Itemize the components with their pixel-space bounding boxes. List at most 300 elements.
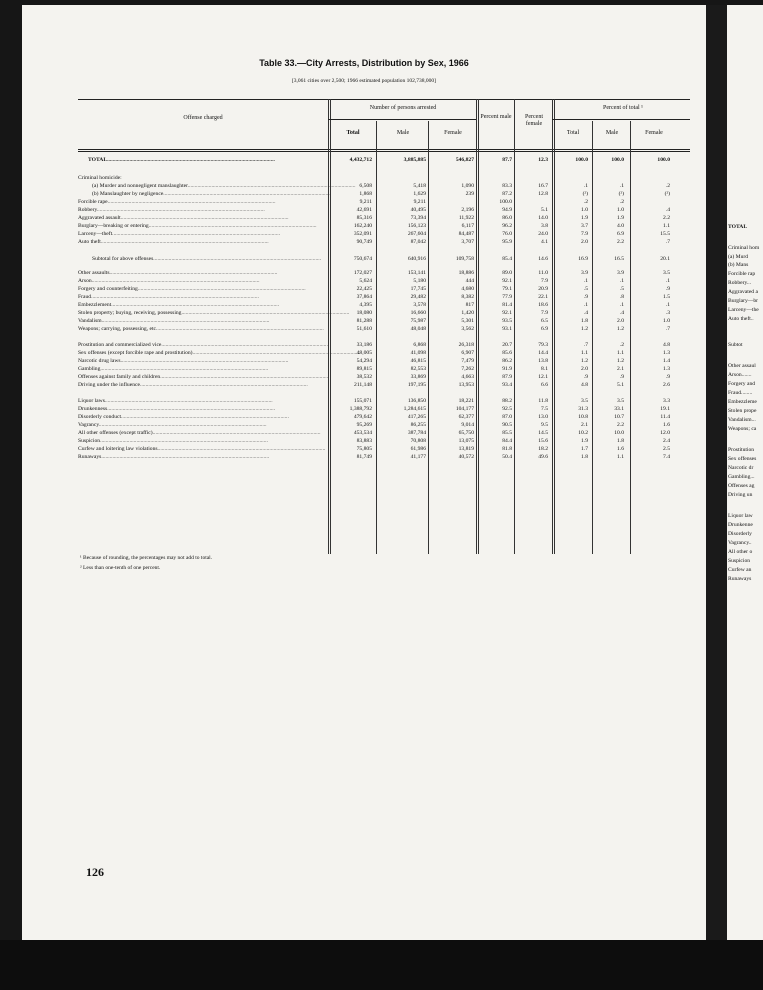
table-cell: 9,014 [461,422,474,428]
table-cell: 48,005 [356,350,372,356]
table-cell: 84,487 [458,231,474,237]
table-cell: .1 [583,183,588,189]
table-cell: 62,377 [458,414,474,420]
table-row [78,190,690,198]
leader-dots: ........................................................................................................................ [137,286,306,292]
row-label [78,222,330,230]
table-cell: 7.9 [541,310,548,316]
table-cell: 86.2 [502,358,512,364]
table-cell: 8.1 [541,366,548,372]
next-page-fragment: All other o [728,549,753,555]
table-cell: 89,815 [356,366,372,372]
row-label [78,255,344,263]
table-cell: 5,180 [413,278,426,284]
table-cell: 14.0 [538,215,548,221]
table-cell: 1,629 [413,191,426,197]
row-label-text: Sex offenses (except forcible rape and prostitution) [78,350,193,356]
table-cell: 1.8 [581,454,588,460]
header-percent-of-total: Percent of total ¹ [603,105,643,111]
table-cell: 3.7 [581,223,588,229]
table-cell: 1,868 [359,191,372,197]
leader-dots: ........................................................................................................................ [148,223,317,229]
table-cell: 81,749 [356,454,372,460]
table-cell: 73,394 [410,215,426,221]
header-percent-male: Percent male [480,114,512,120]
leader-dots: ........................................................................................................................ [163,191,332,197]
row-label-text: Prostitution and commercialized vice [78,342,162,348]
table-cell: 17,745 [410,286,426,292]
table-cell: 75,805 [356,446,372,452]
table-cell: 90,749 [356,239,372,245]
table-cell: 46,815 [410,358,426,364]
row-label [78,230,330,238]
leader-dots: ........................................................................................................................ [100,366,269,372]
table-cell: .2 [665,183,670,189]
table-cell: 2.2 [663,215,670,221]
next-page-fragment: Criminal hom [728,245,760,251]
table-cell: 10.2 [578,430,588,436]
table-cell: .4 [583,310,588,316]
table-row [78,293,690,301]
scan-border [0,940,763,990]
leader-dots: ........................................................................................................................ [91,278,260,284]
table-cell: 41,098 [410,350,426,356]
table-cell: 12.1 [538,374,548,380]
table-row [78,230,690,238]
next-page-fragment: Gambling... [728,474,755,480]
next-page-fragment: Aggravated a [728,289,758,295]
table-subtitle: [3,061 cities over 2,500; 1966 estimated population 102,738,000] [291,78,437,84]
row-label [78,421,330,429]
table-cell: 1,420 [461,310,474,316]
table-cell: .1 [619,183,624,189]
table-cell: 387,784 [407,430,426,436]
table-cell: 3.9 [581,270,588,276]
row-label [78,190,344,198]
table-cell: 31.3 [578,406,588,412]
table-cell: 172,027 [353,270,372,276]
table-cell: 76.0 [502,231,512,237]
table-row [78,285,690,293]
table-cell: .3 [665,310,670,316]
table-cell: 90.5 [502,422,512,428]
table-cell: 33,869 [410,374,426,380]
table-cell: 11.0 [538,270,548,276]
table-cell: 38,532 [356,374,372,380]
next-page-fragment: Robbery... [728,280,752,286]
table-cell: 7.5 [541,406,548,412]
table-cell: 9,211 [413,199,426,205]
table-cell: 18.2 [538,446,548,452]
table-cell: .5 [619,286,624,292]
row-label [78,269,330,277]
table-cell: 84.4 [502,438,512,444]
table-cell: 417,265 [407,414,426,420]
table-cell: 2.0 [581,366,588,372]
table-cell: .4 [619,310,624,316]
table-cell: 817 [465,302,474,308]
leader-dots: ........................................................................................................................ [152,430,321,436]
table-row [78,277,690,285]
table-cell: 10.7 [614,414,624,420]
row-label [78,277,330,285]
table-cell: 41,177 [410,454,426,460]
table-cell: 453,534 [353,430,372,436]
table-cell: 1.0 [663,318,670,324]
table-cell: 162,240 [353,223,372,229]
next-page-fragment: Drunkenne [728,522,753,528]
table-cell: 1.9 [581,215,588,221]
table-cell: 40,495 [410,207,426,213]
row-label-text: Robbery [78,207,97,213]
row-label-text: Larceny—theft [78,231,113,237]
table-cell: 1.1 [617,350,624,356]
table-cell: 100.0 [611,157,624,163]
table-cell: 153,141 [407,270,426,276]
next-page-fragment: Forcible rap [728,271,756,277]
table-row [78,453,690,461]
table-cell: 16,660 [410,310,426,316]
table-cell: 3.5 [663,270,670,276]
row-label-text: TOTAL [88,157,108,163]
table-cell: 15.6 [538,438,548,444]
row-label-text: Drunkenness [78,406,108,412]
table-cell: 93.4 [502,382,512,388]
table-cell: 2.2 [617,422,624,428]
table-cell: 1.2 [581,326,588,332]
table-cell: .2 [583,199,588,205]
table-cell: 352,091 [353,231,372,237]
table-cell: 155,071 [353,398,372,404]
table-cell: 18,886 [458,270,474,276]
table-cell: 1.3 [663,366,670,372]
table-cell: 4,395 [359,302,372,308]
table-cell: 16.5 [614,256,624,262]
table-cell: 4.8 [663,342,670,348]
table-cell: .1 [619,278,624,284]
table-cell: 93.1 [502,326,512,332]
leader-dots: ........................................................................................................................ [101,454,270,460]
table-cell: (²) [618,191,624,197]
table-cell: .9 [665,374,670,380]
table-cell: 1.9 [581,438,588,444]
row-label-text: Curfew and loitering law violations [78,446,158,452]
leader-dots: ........................................................................................................................ [91,294,259,300]
table-cell: 156,123 [407,223,426,229]
table-cell: 5.1 [541,207,548,213]
header-pct-total: Total [566,130,580,136]
table-cell: 7,262 [461,366,474,372]
header-pct-male: Male [605,130,619,136]
table-cell: 10.0 [614,430,624,436]
row-label-text: Driving under the influence [78,382,140,388]
header-pct-female: Female [645,130,663,136]
table-row [78,413,690,421]
next-page-fragment: Weapons; ca [728,426,757,432]
table-row [78,317,690,325]
next-page-fragment: Subtot [728,342,743,348]
table-cell: 1.9 [617,215,624,221]
table-cell: 81.4 [502,302,512,308]
next-page-fragment: Prostitution [728,447,755,453]
table-cell: .9 [665,286,670,292]
table-cell: 4,432,712 [349,157,372,163]
table-cell: 2.5 [663,446,670,452]
table-cell: 5,624 [359,278,372,284]
table-cell: 51,610 [356,326,372,332]
header-percent-female: Percent female [525,114,543,127]
row-label-text: Aggravated assault [78,215,121,221]
next-page-fragment: Embezzleme [728,399,757,405]
table-cell: 1.6 [617,446,624,452]
row-label [78,373,330,381]
table-cell: .7 [583,342,588,348]
table-cell: 12.8 [538,191,548,197]
row-label-text: Weapons; carrying, possessing, etc [78,326,156,332]
table-cell: 13.0 [538,414,548,420]
next-page-fragment: Offenses ag [728,483,755,489]
table-cell: 40,572 [458,454,474,460]
row-label-text: Gambling [78,366,101,372]
table-cell: 12.3 [538,157,548,163]
table-cell: 4,680 [461,286,474,292]
table-cell: 2.0 [617,318,624,324]
table-cell: 479,642 [353,414,372,420]
table-cell: 16.7 [538,183,548,189]
row-label [78,413,330,421]
next-page-fragment: TOTAL [728,224,748,230]
leader-dots: ........................................................................................................................ [101,318,270,324]
table-cell: 10.8 [578,414,588,420]
table-cell: 100.0 [657,157,670,163]
table-cell: 92.5 [502,406,512,412]
row-label [78,182,356,190]
table-cell: 7,479 [461,358,474,364]
row-label [78,198,330,206]
table-row [78,255,690,263]
table-cell: 2.0 [581,239,588,245]
row-label-text: Auto theft [78,239,101,245]
table-cell: 6,868 [413,342,426,348]
table-cell: 197,195 [407,382,426,388]
table-cell: 86.0 [502,215,512,221]
row-label-text: Vandalism [78,318,102,324]
leader-dots: ........................................................................................................................ [192,350,361,356]
table-cell: 7.9 [541,278,548,284]
table-cell: 81.8 [502,446,512,452]
table-cell: 93.5 [502,318,512,324]
row-label [78,445,330,453]
table-cell: 37,864 [356,294,372,300]
table-cell: .2 [619,199,624,205]
row-label-text: Arson [78,278,92,284]
leader-dots: ........................................................................................................................ [153,256,322,262]
table-row [78,156,690,164]
table-cell: 14.6 [538,256,548,262]
table-cell: 85.6 [502,350,512,356]
table-cell: 26,318 [458,342,474,348]
header-offense: Offense charged [183,115,223,121]
table-cell: .1 [583,278,588,284]
table-cell: 640,916 [407,256,426,262]
table-cell: 2.6 [663,382,670,388]
table-cell: 6.5 [541,318,548,324]
table-cell: 85.5 [502,430,512,436]
table-cell: 19.1 [660,406,670,412]
next-page-fragment: Arson....... [728,372,752,378]
table-cell: 87,042 [410,239,426,245]
next-page-fragment: Fraud........ [728,390,753,396]
row-label-text: Suspicion [78,438,101,444]
row-label-text: Runaways [78,454,102,460]
row-label-text: Disorderly conduct [78,414,122,420]
table-cell: 1.2 [581,358,588,364]
leader-dots: ........................................................................................................................ [156,326,324,332]
table-row [78,397,690,405]
header-number-arrested: Number of persons arrested [369,105,437,111]
table-cell: 1.8 [581,318,588,324]
row-label-text: (b) Manslaughter by negligence [92,191,164,197]
row-label-text: Liquor laws [78,398,105,404]
table-cell: 3,707 [461,239,474,245]
row-label [78,238,330,246]
table-row [78,301,690,309]
table-cell: 3.3 [663,398,670,404]
next-page-fragment: Narcotic dr [728,465,754,471]
table-row [78,174,690,182]
table-cell: .2 [619,342,624,348]
table-cell: 8,382 [461,294,474,300]
next-page-fragment: Suspicion [728,558,751,564]
table-cell: 3,562 [461,326,474,332]
row-label-text: Other assaults [78,270,110,276]
table-cell: 1.1 [617,454,624,460]
table-cell: 15.5 [660,231,670,237]
row-label-text: Forgery and counterfeiting [78,286,138,292]
table-cell: 54,294 [356,358,372,364]
table-cell: 3.8 [541,223,548,229]
row-label-text: Fraud [78,294,92,300]
table-row [78,381,690,389]
row-label [78,453,330,461]
row-label [78,365,330,373]
table-row [78,437,690,445]
table-row [78,357,690,365]
leader-dots: ........................................................................................................................ [157,446,326,452]
table-row [78,405,690,413]
row-label [78,341,330,349]
table-cell: 33.1 [614,406,624,412]
table-title: Table 33.—City Arrests, Distribution by Sex, 1966 [259,58,469,68]
next-page-fragment: Other assaul [728,363,756,369]
table-cell: .1 [619,302,624,308]
table-cell: 22.1 [538,294,548,300]
table-cell: 6.9 [617,231,624,237]
row-label [78,156,340,164]
table-cell: 1.2 [617,326,624,332]
table-cell: 18,221 [458,398,474,404]
table-cell: 267,604 [407,231,426,237]
table-cell: 2.4 [663,438,670,444]
leader-dots: ........................................................................................................................ [121,414,289,420]
leader-dots: ........................................................................................................................ [109,270,278,276]
table-cell: 3,885,885 [403,157,426,163]
table-row [78,214,690,222]
page-number: 126 [86,865,104,879]
table-cell: 14.4 [538,350,548,356]
table-cell: 6.9 [541,326,548,332]
table-cell: 14.5 [538,430,548,436]
leader-dots: ........................................................................................................................ [111,302,280,308]
row-label-text: Vagrancy [78,422,99,428]
header-female: Female [444,130,462,136]
row-label [78,301,330,309]
table-row [78,206,690,214]
leader-dots: ........................................................................................................................ [104,398,273,404]
row-label-text: All other offenses (except traffic) [78,430,153,436]
table-cell: 77.9 [502,294,512,300]
leader-dots: ........................................................................................................................ [161,342,330,348]
leader-dots: ........................................................................................................................ [107,199,276,205]
row-label [78,206,330,214]
next-page-fragment: Forgery and [728,381,756,387]
table-cell: 16.9 [578,256,588,262]
table-cell: 1.0 [581,207,588,213]
table-cell: 13,819 [458,446,474,452]
table-cell: 22,425 [356,286,372,292]
table-cell: 12.0 [660,430,670,436]
table-row [78,182,690,190]
table-cell: 3.9 [617,270,624,276]
table-cell: 1.0 [617,207,624,213]
row-label [78,325,330,333]
table-cell: 83,883 [356,438,372,444]
next-page-fragment: Vagrancy.. [728,540,752,546]
table-cell: 1.8 [617,438,624,444]
row-label-text: Criminal homicide: [78,175,122,181]
table-cell: 4.0 [617,223,624,229]
table-row [78,238,690,246]
table-cell: 11.8 [538,398,548,404]
row-label-text: Embezzlement [78,302,112,308]
table-row [78,222,690,230]
table-cell: 70,808 [410,438,426,444]
table-cell: 2.1 [617,366,624,372]
table-cell: 7.4 [663,454,670,460]
table-cell: 87.0 [502,414,512,420]
table-cell: 2.1 [581,422,588,428]
table-cell: 48,048 [410,326,426,332]
next-page-fragment: Liquor law [728,513,753,519]
table-cell: 6.6 [541,382,548,388]
table-cell: 1,090 [461,183,474,189]
table-cell: 79.1 [502,286,512,292]
table-cell: 65,750 [458,430,474,436]
table-cell: .7 [665,239,670,245]
table-cell: 2,196 [461,207,474,213]
next-page-fragment: Larceny—the [728,307,759,313]
footnote-1: ¹ Because of rounding, the percentages may not add to total. [80,555,213,561]
row-label [78,293,330,301]
table-cell: 546,827 [455,157,474,163]
table-row [78,365,690,373]
table-row [78,429,690,437]
table-cell: (²) [582,191,588,197]
table-cell: 6,508 [359,183,372,189]
leader-dots: ........................................................................................................................ [120,358,289,364]
row-label [78,174,330,182]
row-label [78,317,330,325]
